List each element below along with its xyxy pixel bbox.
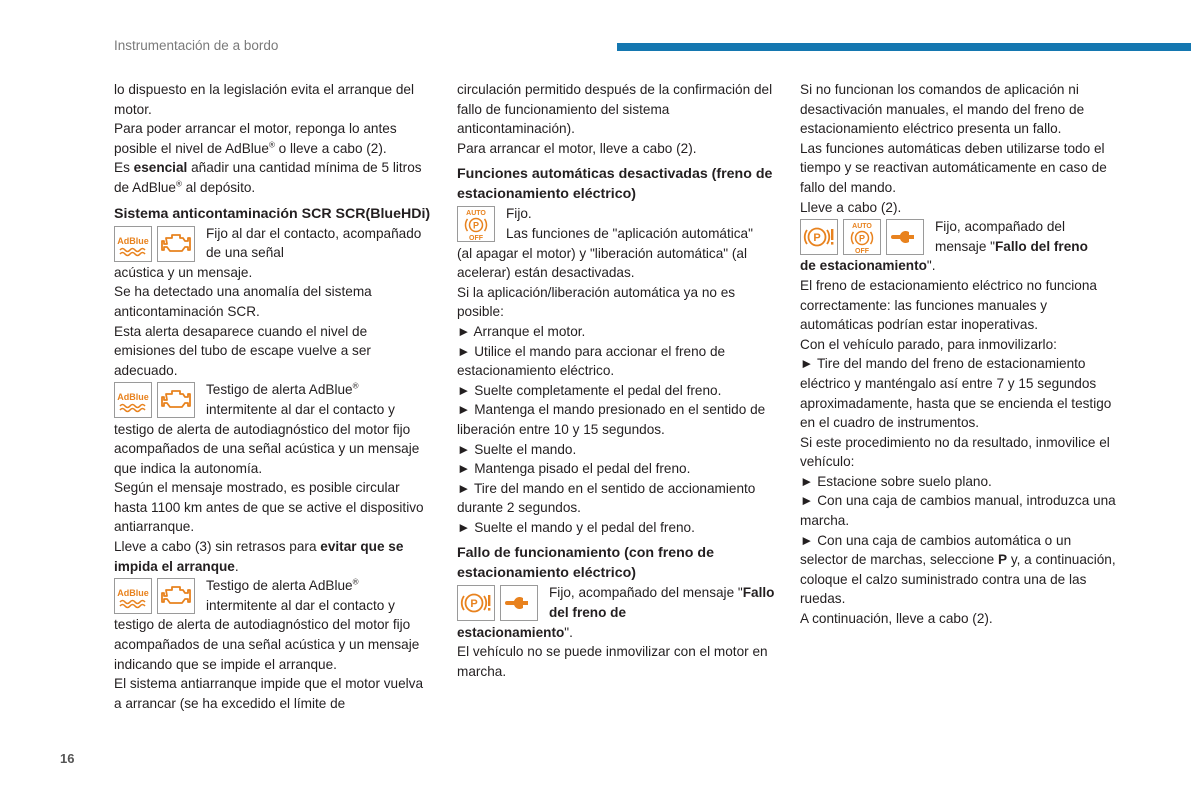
svg-text:P: P <box>813 232 821 245</box>
paragraph: testigo de alerta de autodiagnóstico del motor fijo acompañados de una señal acústica y un mensaje indicando que se impide el arranque. <box>114 617 420 672</box>
paragraph: A continuación, lleve a cabo (2). <box>800 611 993 627</box>
warning-text: Fijo, acompañado del mensaje "Fallo del freno de <box>549 585 775 621</box>
svg-text:AdBlue: AdBlue <box>117 588 149 599</box>
step: ► Arranque el motor. <box>457 323 586 339</box>
paragraph: Si la aplicación/liberación automática ya no es posible: <box>457 284 736 320</box>
paragraph: Se ha detectado una anomalía del sistema anticontaminación SCR. <box>114 284 372 319</box>
paragraph: estacionamiento". <box>457 624 573 640</box>
paragraph: (al apagar el motor) y "liberación automática" (al acelerar) están desactivadas. <box>457 245 747 281</box>
paragraph: Es esencial añadir una cantidad mínima de 5 litros de AdBlue® al depósito. <box>114 160 422 195</box>
header-accent-bar <box>617 43 1191 51</box>
wrench-icon <box>500 585 538 621</box>
paragraph: El freno de estacionamiento eléctrico no funciona correctamente: las funciones manuales y automáticas podrían estar inoperativas. <box>800 277 1097 333</box>
park-brake-fault-icon <box>800 219 838 255</box>
page-header-title: Instrumentación de a bordo <box>114 38 279 53</box>
paragraph: El vehículo no se puede inmovilizar con el motor en marcha. <box>457 644 768 679</box>
page-number: 16 <box>60 751 75 766</box>
paragraph: Si no funcionan los comandos de aplicación ni desactivación manuales, el mando del freno de estacionamiento eléctrico presenta un fallo. <box>800 82 1085 137</box>
auto-park-off-icon <box>843 219 881 255</box>
paragraph: Lleve a cabo (2). <box>800 199 902 215</box>
step: ► Con una caja de cambios automática o un selector de marchas, seleccione P y, a continuación, coloque el calzo suministrado contra una de las ruedas. <box>800 532 1116 607</box>
paragraph: Con el vehículo parado, para inmovilizarlo: <box>800 336 1057 352</box>
paragraph: testigo de alerta de autodiagnóstico del motor fijo acompañados de una señal acústica y un mensaje que indica la autonomía. <box>114 421 420 476</box>
paragraph: circulación permitido después de la confirmación del fallo de funcionamiento del sistema anticontaminación). <box>457 82 773 137</box>
paragraph: Para poder arrancar el motor, reponga lo antes posible el nivel de AdBlue® o lleve a cabo (2). <box>114 121 397 156</box>
paragraph: Las funciones automáticas deben utilizarse todo el tiempo y se reactivan automáticamente en caso de fallo del mando. <box>800 140 1107 195</box>
step: ► Suelte completamente el pedal del freno. <box>457 382 722 398</box>
svg-text:P: P <box>472 220 480 231</box>
engine-icon <box>157 226 195 262</box>
column-middle <box>457 80 775 681</box>
svg-text:OFF: OFF <box>855 248 869 255</box>
svg-text:AUTO: AUTO <box>466 210 486 218</box>
section-heading: Fallo de funcionamiento (con freno de estacionamiento eléctrico) <box>457 545 714 582</box>
engine-icon <box>157 382 195 418</box>
column-left <box>114 80 432 713</box>
svg-text:AdBlue: AdBlue <box>117 235 149 246</box>
warning-text: Testigo de alerta AdBlue® intermitente al dar el contacto y <box>206 577 395 613</box>
warning-row <box>800 217 1118 256</box>
step: ► Mantenga pisado el pedal del freno. <box>457 461 691 477</box>
warning-text: Fijo, acompañado del mensaje "Fallo del freno <box>935 219 1088 254</box>
step: ► Tire del mando del freno de estacionamiento eléctrico y manténgalo así entre 7 y 15 segundos aproximadamente, hasta que se encienda el testigo en el cuadro de instrumentos. <box>800 356 1112 431</box>
step: ► Con una caja de cambios manual, introduzca una marcha. <box>800 493 1116 529</box>
svg-text:OFF: OFF <box>469 235 483 242</box>
step: ► Estacione sobre suelo plano. <box>800 473 992 489</box>
paragraph: Para arrancar el motor, lleve a cabo (2). <box>457 140 697 156</box>
warning-row <box>114 380 432 419</box>
park-brake-fault-icon <box>457 585 495 621</box>
paragraph: lo dispuesto en la legislación evita el arranque del motor. <box>114 82 415 117</box>
step: ► Mantenga el mando presionado en el sentido de liberación entre 10 y 15 segundos. <box>457 402 766 437</box>
svg-text:AUTO: AUTO <box>852 223 872 231</box>
warning-row <box>457 583 775 622</box>
step: ► Tire del mando en el sentido de accionamiento durante 2 segundos. <box>457 480 756 516</box>
paragraph: Según el mensaje mostrado, es posible circular hasta 1100 km antes de que se active el dispositivo antiarranque. <box>114 480 424 535</box>
auto-park-off-icon <box>457 206 495 242</box>
engine-icon <box>157 578 195 614</box>
warning-text: Testigo de alerta AdBlue® intermitente al dar el contacto y <box>206 381 395 417</box>
step: ► Utilice el mando para accionar el freno de estacionamiento eléctrico. <box>457 343 726 379</box>
warning-row <box>114 224 432 263</box>
paragraph: Esta alerta desaparece cuando el nivel de emisiones del tubo de escape vuelve a ser adecuado. <box>114 323 371 378</box>
svg-text:AdBlue: AdBlue <box>117 392 149 403</box>
adblue-icon <box>114 382 152 418</box>
section-heading: Funciones automáticas desactivadas (freno de estacionamiento eléctrico) <box>457 166 773 203</box>
warning-text: Fijo al dar el contacto, acompañado de una señal <box>206 225 422 261</box>
paragraph: Lleve a cabo (3) sin retrasos para evitar que se impida el arranque. <box>114 539 404 574</box>
paragraph: Si este procedimiento no da resultado, inmovilice el vehículo: <box>800 434 1110 470</box>
paragraph: de estacionamiento". <box>800 258 936 274</box>
column-right <box>800 80 1118 629</box>
wrench-icon <box>886 219 924 255</box>
svg-text:P: P <box>858 233 866 244</box>
paragraph: El sistema antiarranque impide que el motor vuelva a arrancar (se ha excedido el límite de <box>114 676 424 711</box>
paragraph: acústica y un mensaje. <box>114 264 253 280</box>
section-heading: Sistema anticontaminación SCR SCR(BlueHDi) <box>114 205 431 222</box>
svg-text:P: P <box>470 598 478 611</box>
warning-row <box>457 204 775 243</box>
step: ► Suelte el mando y el pedal del freno. <box>457 519 695 535</box>
warning-text: Fijo. Las funciones de "aplicación automática" <box>506 206 753 241</box>
warning-row <box>114 576 432 615</box>
adblue-icon <box>114 578 152 614</box>
step: ► Suelte el mando. <box>457 441 577 457</box>
adblue-icon <box>114 226 152 262</box>
